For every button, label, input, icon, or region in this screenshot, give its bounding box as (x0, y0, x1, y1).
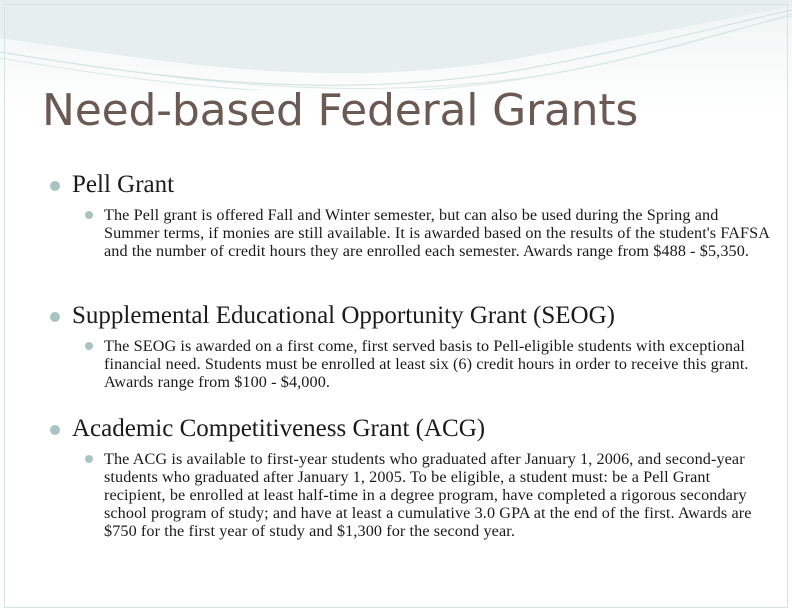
section-seog (48, 301, 770, 391)
slide-header-decoration (0, 0, 792, 90)
section-pell-grant (48, 170, 770, 260)
bullet-detail-seog (82, 337, 770, 391)
bullet-icon (50, 425, 60, 435)
detail-text: The Pell grant is offered Fall and Winter semester, but can also be used during the Spring and Summer terms, if monies are still available. It is awarded based on the results of the student's FAFSA and the number of credit hours they are enrolled each semester. Awards range from $488 - $5,350. (104, 206, 770, 260)
bullet-icon (85, 211, 93, 219)
heading-text: Academic Competitiveness Grant (ACG) (72, 415, 486, 442)
section-acg (48, 414, 770, 540)
slide-title: Need-based Federal Grants (42, 85, 639, 136)
bullet-heading-seog (48, 301, 770, 331)
heading-text: Pell Grant (72, 171, 175, 198)
bullet-heading-pell-grant (48, 170, 770, 200)
bullet-icon (50, 312, 60, 322)
bullet-icon (85, 455, 93, 463)
bullet-heading-acg (48, 414, 770, 444)
heading-text: Supplemental Educational Opportunity Grant (SEOG) (72, 302, 615, 329)
bullet-icon (85, 342, 93, 350)
bullet-icon (50, 181, 60, 191)
bullet-detail-acg (82, 450, 770, 540)
detail-text: The SEOG is awarded on a first come, first served basis to Pell-eligible students with exceptional financial need. Students must be enrolled at least six (6) credit hours in order to receive this grant. Awards range from $100 - $4,000. (104, 337, 749, 391)
bullet-detail-pell-grant (82, 206, 770, 260)
detail-text: The ACG is available to first-year students who graduated after January 1, 2006, and second-year students who graduated after January 1, 2005. To be eligible, a student must: be a Pell Grant recipient, be enrolled at least half-time in a degree program, have completed a rigorous secondary school program of study; and have at least a cumulative 3.0 GPA at the end of the first. Awards are $750 for the first year of study and $1,300 for the second year. (104, 450, 752, 540)
